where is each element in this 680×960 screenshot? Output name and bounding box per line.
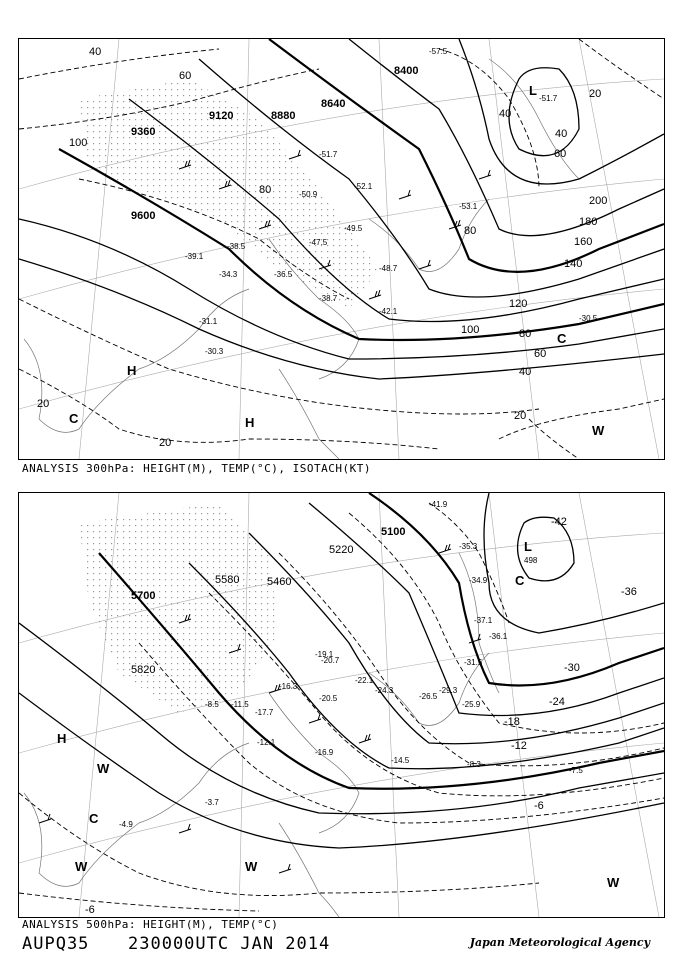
height-label: 5460 <box>267 576 292 588</box>
isotach-label: 80 <box>259 184 272 196</box>
temp-label: -26.5 <box>419 692 438 701</box>
temp-label: -17.7 <box>255 708 274 717</box>
isotach-label: 100 <box>69 137 88 149</box>
isotherm-label: -12 <box>511 740 527 752</box>
height-contours <box>19 39 664 379</box>
map-300hpa-svg <box>19 39 664 459</box>
height-label: 9600 <box>131 210 156 222</box>
warm-center-marker: W <box>245 859 258 874</box>
isotach-label: 60 <box>554 148 567 160</box>
temp-label: -25.9 <box>462 700 481 709</box>
height-label: 9360 <box>131 126 156 138</box>
temp-label: -38.5 <box>227 242 246 251</box>
temp-label: -51.7 <box>539 94 558 103</box>
high-center-marker: H <box>127 363 137 378</box>
isotach-label: 120 <box>509 298 528 310</box>
temp-label: -42.1 <box>379 307 398 316</box>
temp-label: -20.5 <box>319 694 338 703</box>
isotach-label: 180 <box>579 216 598 228</box>
temp-label: -53.1 <box>459 202 478 211</box>
isotherm-label: -18 <box>504 716 520 728</box>
map-panel-500hpa <box>18 492 665 918</box>
temp-label: -11.5 <box>231 700 249 709</box>
isotherm-label: -24 <box>549 696 565 708</box>
isotach-label: 20 <box>159 437 172 449</box>
temp-label: -30.5 <box>579 314 598 323</box>
height-label: 5220 <box>329 544 354 556</box>
temp-label: -14.5 <box>391 756 410 765</box>
temp-label: -31.5 <box>464 658 483 667</box>
isotherm-label: -6 <box>534 800 544 812</box>
temp-label: -41.9 <box>429 500 448 509</box>
temp-label: -39.1 <box>185 252 204 261</box>
isotherm-label: -6 <box>85 904 95 916</box>
isotach-label: 60 <box>179 70 192 82</box>
temp-label: -38.7 <box>319 294 338 303</box>
height-label: 5700 <box>131 590 156 602</box>
hatch-area <box>79 503 279 713</box>
temp-label: -36.5 <box>274 270 293 279</box>
isotherm-label: -30 <box>564 662 580 674</box>
isotach-label: 80 <box>519 328 532 340</box>
high-center-marker: H <box>245 415 255 430</box>
height-label: 5580 <box>215 574 240 586</box>
temp-label: -36.1 <box>489 632 508 641</box>
temp-label: -37.1 <box>474 616 493 625</box>
height-label: 498 <box>524 556 538 565</box>
temp-label: -8.3 <box>467 760 481 769</box>
temp-label: -57.5 <box>429 47 448 56</box>
caption-500hpa: ANALYSIS 500hPa: HEIGHT(M), TEMP(°C) <box>22 918 279 931</box>
temp-label: -31.1 <box>199 317 218 326</box>
isotherm-label: -36 <box>621 586 637 598</box>
isotach-label: 80 <box>464 225 477 237</box>
isotach-label: 20 <box>37 398 50 410</box>
temp-label: -4.9 <box>119 820 133 829</box>
temp-label: -3.7 <box>205 798 219 807</box>
temp-label: -34.3 <box>219 270 238 279</box>
temp-label: -52.1 <box>354 182 373 191</box>
cold-center-marker: C <box>69 411 79 426</box>
height-label: 9120 <box>209 110 234 122</box>
height-label: 5820 <box>131 664 156 676</box>
temp-label: -48.7 <box>379 264 398 273</box>
temp-label: -19.1 <box>315 650 334 659</box>
temp-label: -49.5 <box>344 224 363 233</box>
issue-time: 230000UTC JAN 2014 <box>128 934 331 954</box>
temp-label: -22.1 <box>355 676 374 685</box>
map-500hpa-svg <box>19 493 664 917</box>
temp-label: -16.3 <box>279 682 298 691</box>
warm-center-marker: W <box>592 423 605 438</box>
isotach-label: 40 <box>89 46 102 58</box>
warm-center-marker: W <box>97 761 110 776</box>
isotach-label: 100 <box>461 324 480 336</box>
temp-label: -29.3 <box>439 686 458 695</box>
temp-label: -20.7 <box>321 656 340 665</box>
high-center-marker: H <box>57 731 67 746</box>
warm-center-marker: W <box>75 859 88 874</box>
isotach-label: 60 <box>534 348 547 360</box>
temp-label: -12.1 <box>257 738 276 747</box>
isotach-label: 40 <box>499 108 512 120</box>
temp-label: -7.5 <box>569 766 583 775</box>
temp-label: -35.3 <box>459 542 478 551</box>
temp-label: -34.9 <box>469 576 488 585</box>
warm-center-marker: W <box>607 875 620 890</box>
temp-label: -47.5 <box>309 238 328 247</box>
temp-label: -24.3 <box>375 686 394 695</box>
temp-label: -51.7 <box>319 150 338 159</box>
temp-label: -50.9 <box>299 190 318 199</box>
height-label: 8640 <box>321 98 346 110</box>
chart-id: AUPQ35 <box>22 934 90 954</box>
height-label: 8880 <box>271 110 296 122</box>
isotherm-label: -42 <box>551 516 567 528</box>
caption-300hpa: ANALYSIS 300hPa: HEIGHT(M), TEMP(°C), ISOTACH(KT) <box>22 462 372 475</box>
isotach-label: 20 <box>514 410 527 422</box>
agency-name: Japan Meteorological Agency <box>469 936 650 949</box>
isotach-label: 160 <box>574 236 593 248</box>
cold-center-marker: C <box>515 573 525 588</box>
cold-center-marker: C <box>557 331 567 346</box>
isotach-label: 140 <box>564 258 583 270</box>
map-panel-300hpa <box>18 38 665 460</box>
isotach-label: 40 <box>519 366 532 378</box>
cold-center-marker: C <box>89 811 99 826</box>
isotach-label: 40 <box>555 128 568 140</box>
temp-label: -30.3 <box>205 347 224 356</box>
height-label: 5100 <box>381 526 406 538</box>
isotach-label: 20 <box>589 88 602 100</box>
low-center-marker: L <box>529 83 537 98</box>
low-center-marker: L <box>524 539 532 554</box>
temp-label: -16.9 <box>315 748 334 757</box>
height-label: 8400 <box>394 65 419 77</box>
isotach-label: 200 <box>589 195 608 207</box>
temp-label: -8.5 <box>205 700 219 709</box>
